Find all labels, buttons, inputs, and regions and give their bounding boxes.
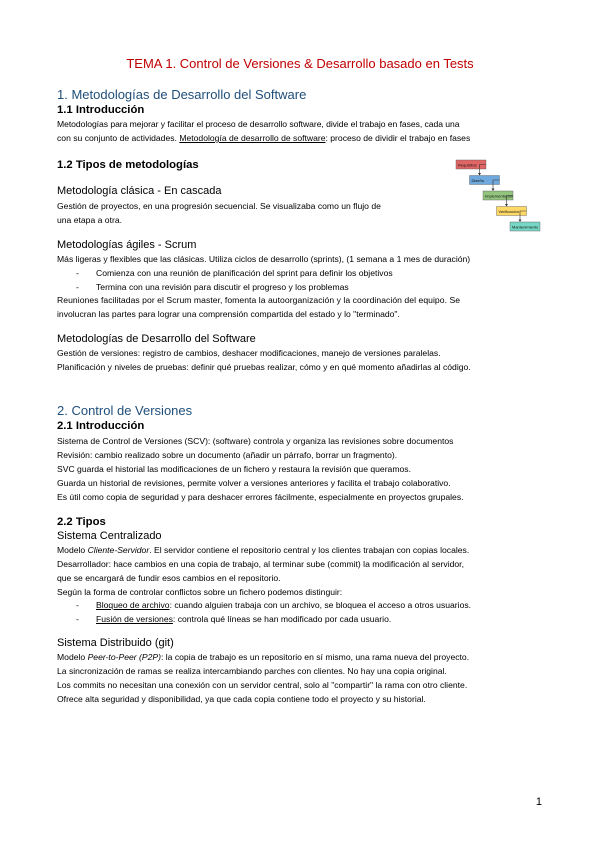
intro-line-2: con su conjunto de actividades. Metodología de desarrollo de software: proceso de dividir el trabajo en fases [57,133,471,143]
section-2-2-heading: 2.2 Tipos [57,516,106,528]
section-1-1-heading: 1.1 Introducción [57,104,145,116]
centralized-system-heading: Sistema Centralizado [57,530,162,542]
agile-line-3: involucran las partes para lograr una comprensión compartida del estado y lo "terminado". [57,309,400,319]
scv-intro-line: Sistema de Control de Versiones (SCV): (software) controla y organiza las revisiones sobre documentos [57,436,454,446]
waterfall-step-label: Implementación [485,193,514,199]
waterfall-step-label: Verificación [498,208,519,214]
scv-intro-line: Guarda un historial de revisiones, permite volver a versiones anteriores y facilita el trabajo colaborativo. [57,478,451,488]
waterfall-arrowhead [505,204,508,207]
test-planning-line: Planificación y niveles de pruebas: definir qué pruebas realizar, cómo y en qué momento añadirlas al código. [57,362,471,372]
waterfall-step-label: Mantenimiento [512,224,539,230]
classic-methodology-heading: Metodología clásica - En cascada [57,185,222,197]
document-page: TEMA 1. Control de Versiones & Desarrollo basado en Tests 1. Metodologías de Desarrollo del Software 1.1 Introducción Metodologías para mejorar y facilitar el proceso de desarrollo software, divide el trabajo en fases, cada una con su conjunto de actividades. Metodología de desarrollo de software: proceso de dividir el trabajo en fases 1.2 Tipos de metodologías Metodología clásica - En cascada Gestión de proyectos, en una progresión secuencial. Se visualizaba como un flujo de una etapa a otra. Requisitos Diseño Implementación Verificación Mantenimiento Metodologías ágiles - Scrum Más ligeras y flexibles que las clásicas. Utiliza ciclos de desarrollo (sprints), (1 semana a 1 mes de duración) - Comienza con una reunión de planificación del sprint para definir los objetivos - Termina con una revisión para discutir el progreso y los problemas Reuniones facilitadas por el Scrum master, fomenta la autoorganización y la coordinación del equipo. Se involucran las partes para lograr una comprensión compartida del estado y lo "terminado". Metodologías de Desarrollo del Software Gestión de versiones: registro de cambios, deshacer modificaciones, manejo de versiones paralelas. Planificación y niveles de pruebas: definir qué pruebas realizar, cómo y en qué momento añadirlas al código. 2. Control de Versiones 2.1 Introducción Sistema de Control de Versiones (SCV): (software) controla y organiza las revisiones sobre documentos Revisión: cambio realizado sobre un documento (añadir un párrafo, borrar un fragmento). SVC guarda el historial las modificaciones de un fichero y restaura la revisión que queramos. Guarda un historial de revisiones, permite volver a versiones anteriores y facilita el trabajo colaborativo. Es útil como copia de seguridad y para deshacer errores fácilmente, especialmente en proyectos grupales. 2.2 Tipos Sistema Centralizado Modelo Cliente-Servidor. El servidor contiene el repositorio central y los clientes trabajan con copias locales. Desarrollador: hace cambios en una copia de trabajo, al terminar sube (commit) la modificación al servidor, que se encargará de fundir esos cambios en el repositorio. Según la forma de controlar conflictos sobre un fichero podemos distinguir: - Bloqueo de archivo: cuando alguien trabaja con un archivo, se bloquea el acceso a otros usuarios. - Fusión de versiones: controla qué líneas se han modificado por cada usuario. Sistema Distribuido (git) Modelo Peer-to-Peer (P2P): la copia de trabajo es un repositorio en sí mismo, una rama nueva del proyecto. La sincronización de ramas se realiza intercambiando parches con clientes. No hay una copia original. Los commits no necesitan una conexión con un servidor central, solo al "compartir" la rama con otro cliente. Ofrece alta seguridad y disponibilidad, ya que cada copia contiene todo el proyecto y su historial. 1 [0,0,600,848]
software-development-heading: Metodologías de Desarrollo del Software [57,333,256,345]
classic-line-1: Gestión de proyectos, en una progresión secuencial. Se visualizaba como un flujo de [57,201,381,211]
waterfall-arrowhead [492,189,495,192]
centralized-line-4: Según la forma de controlar conflictos sobre un fichero podemos distinguir: [57,587,343,597]
waterfall-diagram-svg [454,158,544,236]
document-title: TEMA 1. Control de Versiones & Desarrollo basado en Tests [126,56,474,71]
distributed-line-2: La sincronización de ramas se realiza intercambiando parches con clientes. No hay una copia original. [57,666,447,676]
page-number: 1 [535,796,542,808]
agile-methodology-heading: Metodologías ágiles - Scrum [57,239,197,251]
scv-intro-line: SVC guarda el historial las modificaciones de un fichero y restaura la revisión que queramos. [57,464,411,474]
section-2-1-heading: 2.1 Introducción [57,420,145,432]
centralized-line-2: Desarrollador: hace cambios en una copia de trabajo, al terminar sube (commit) la modificación al servidor, [57,559,464,569]
section-1-2-heading: 1.2 Tipos de metodologías [57,159,199,171]
distributed-system-heading: Sistema Distribuido (git) [57,637,174,649]
section-2-heading: 2. Control de Versiones [57,403,193,418]
waterfall-step-label: Diseño [471,177,484,183]
scv-intro-line: Es útil como copia de seguridad y para deshacer errores fácilmente, especialmente en proyectos grupales. [57,492,464,502]
agile-line-1: Más ligeras y flexibles que las clásicas. Utiliza ciclos de desarrollo (sprints), (1 semana a 1 mes de duración) [57,254,471,264]
waterfall-step-label: Requisitos [458,162,477,168]
scv-intro-line: Revisión: cambio realizado sobre un documento (añadir un párrafo, borrar un fragmento). [57,450,398,460]
intro-line-1: Metodologías para mejorar y facilitar el proceso de desarrollo software, divide el trabajo en fases, cada una [57,119,460,129]
distributed-line-4: Ofrece alta seguridad y disponibilidad, ya que cada copia contiene todo el proyecto y su historial. [57,694,426,704]
distributed-line-1: Modelo Peer-to-Peer (P2P): la copia de trabajo es un repositorio en sí mismo, una rama nueva del proyecto. [57,652,470,662]
methodology-definition-term: Metodología de desarrollo de software [179,133,326,143]
distributed-line-3: Los commits no necesitan una conexión con un servidor central, solo al "compartir" la rama con otro cliente. [57,680,468,690]
centralized-line-3: que se encargará de fundir esos cambios en el repositorio. [57,573,281,583]
section-1-heading: 1. Metodologías de Desarrollo del Software [57,87,307,102]
waterfall-arrowhead [519,220,522,223]
version-management-line: Gestión de versiones: registro de cambios, deshacer modificaciones, manejo de versiones paralelas. [57,348,441,358]
waterfall-diagram [454,158,544,236]
waterfall-arrowhead [478,173,481,176]
centralized-line-1: Modelo Cliente-Servidor. El servidor contiene el repositorio central y los clientes trabajan con copias locales. [57,545,470,555]
agile-line-2: Reuniones facilitadas por el Scrum master, fomenta la autoorganización y la coordinación del equipo. Se [57,295,461,305]
classic-line-2: una etapa a otra. [57,215,122,225]
